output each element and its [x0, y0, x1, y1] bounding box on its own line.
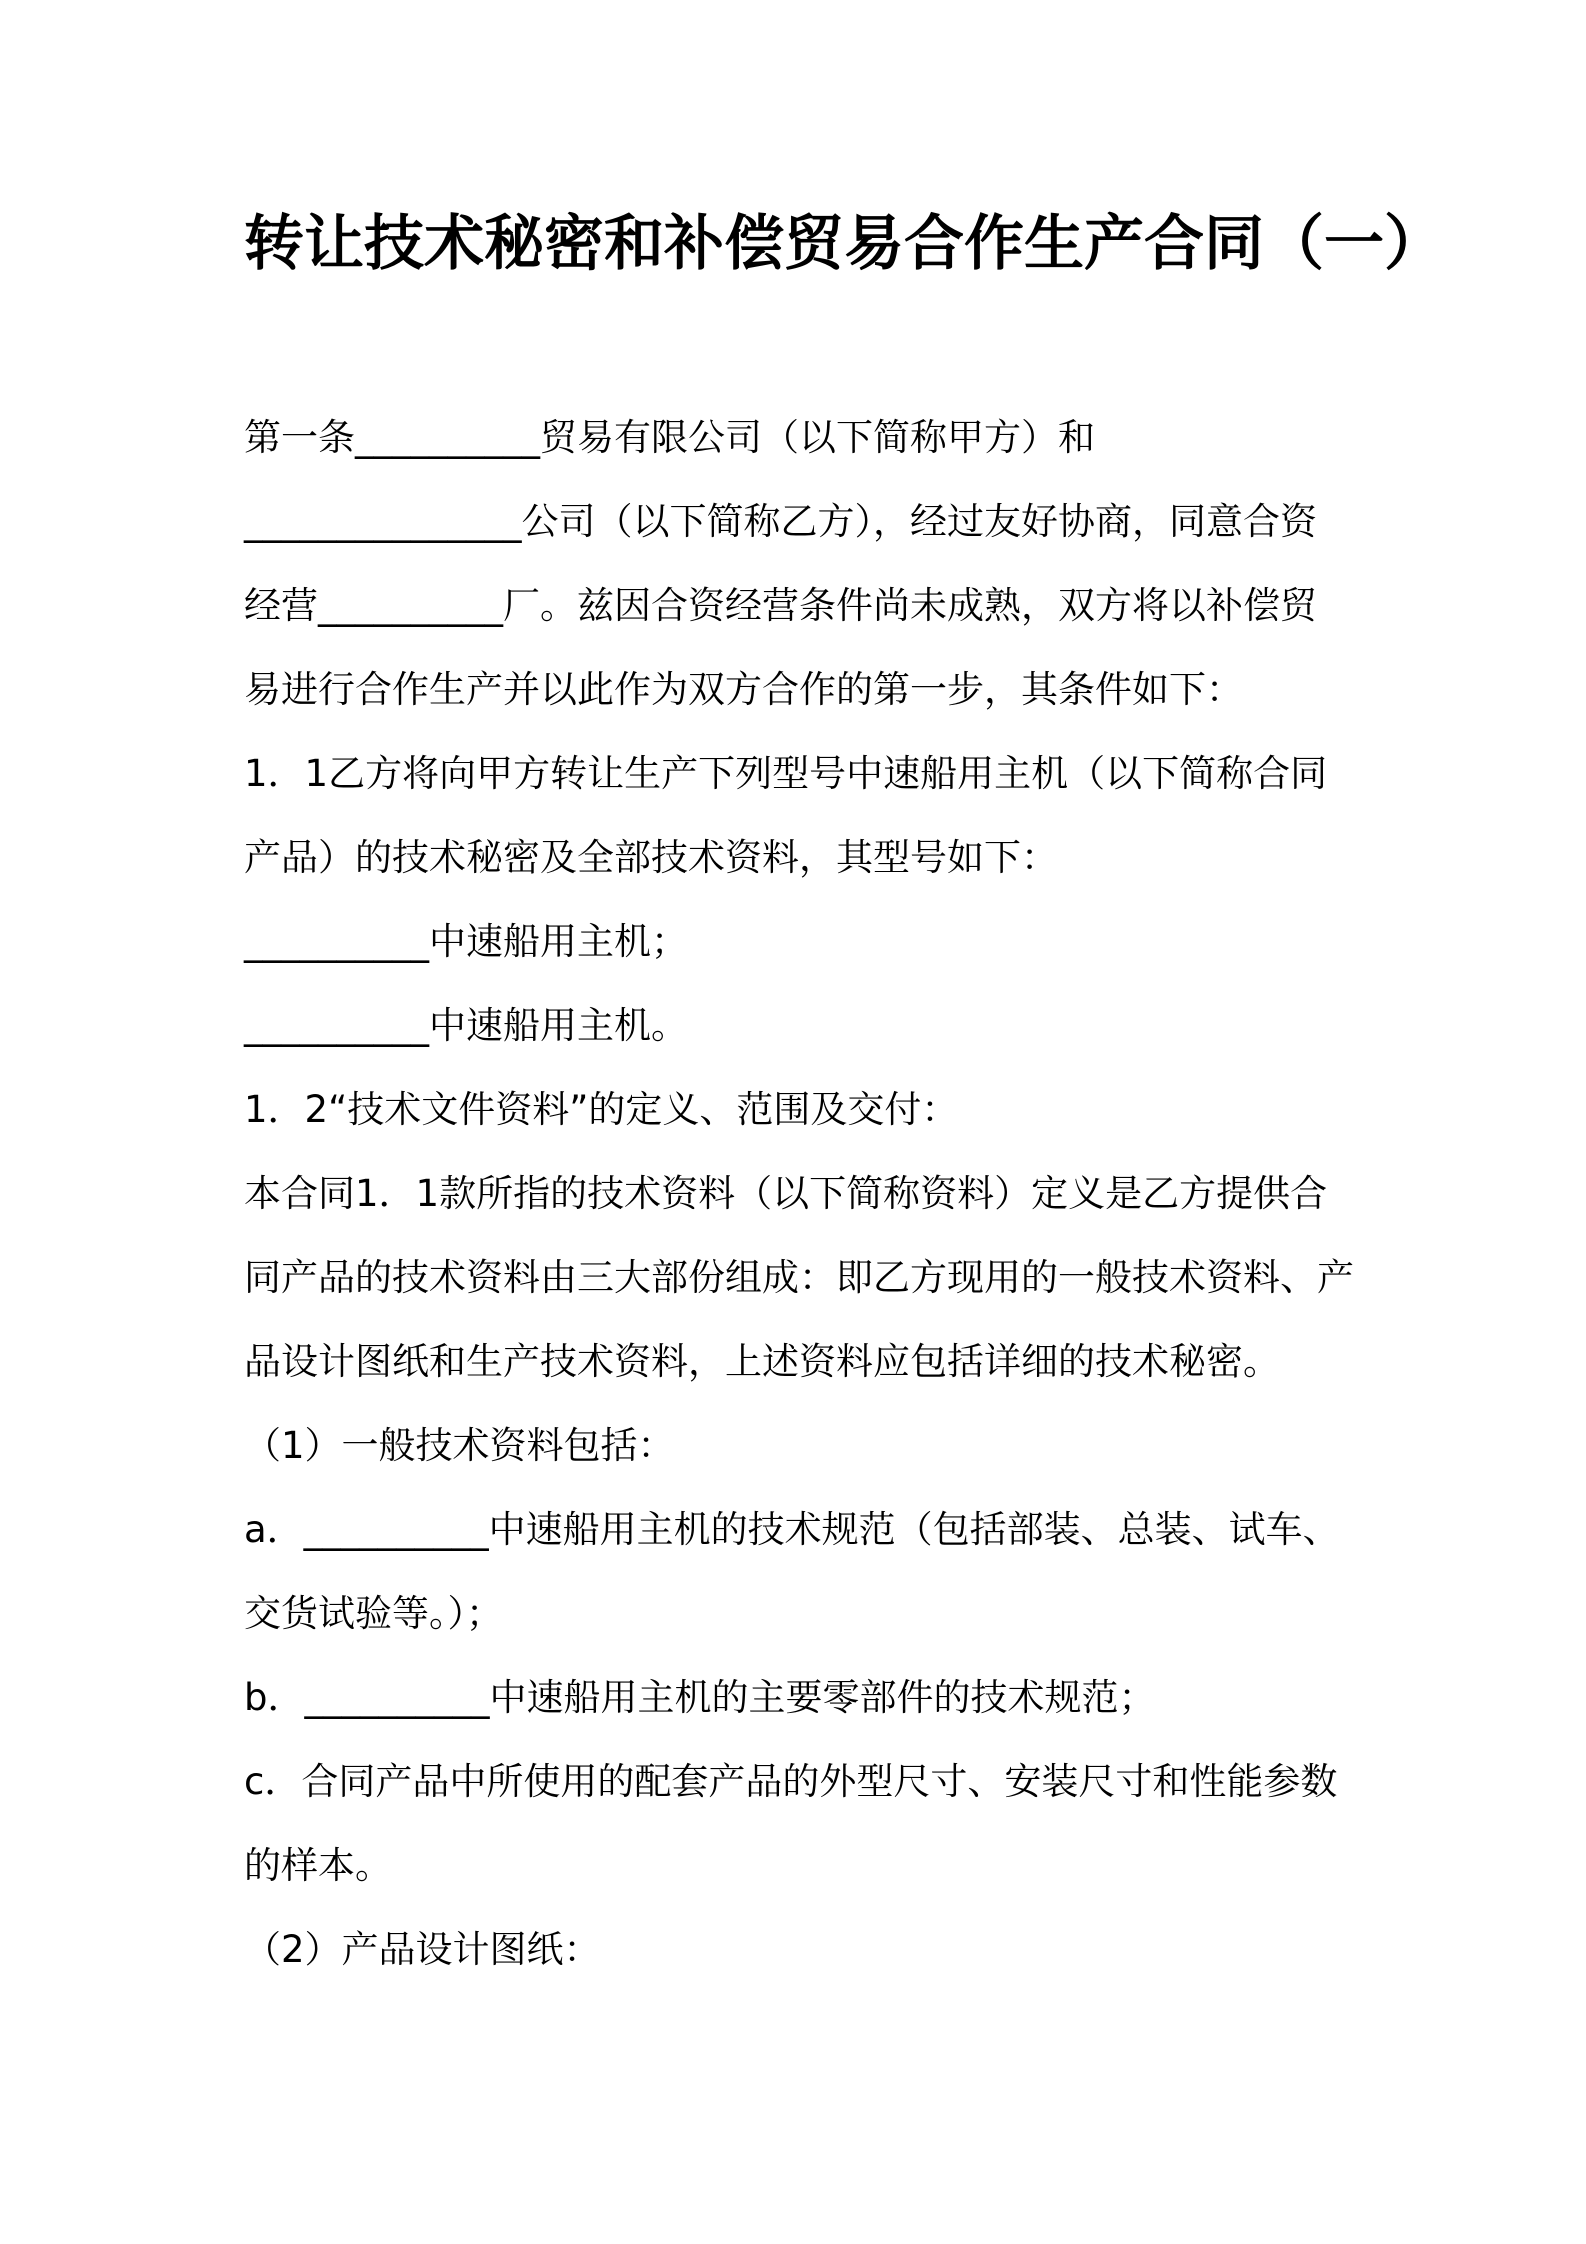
body-line-17: c．合同产品中所使用的配套产品的外型尺寸、安装尺寸和性能参数 [244, 1760, 1338, 1803]
document-title: 转让技术秘密和补偿贸易合作生产合同（一） [244, 209, 1444, 279]
body-line-14: a．__________中速船用主机的技术规范（包括部装、总装、试车、 [244, 1508, 1340, 1551]
body-line-16: b．__________中速船用主机的主要零部件的技术规范； [244, 1676, 1156, 1719]
body-line-11: 同产品的技术资料由三大部份组成：即乙方现用的一般技术资料、产 [244, 1256, 1354, 1299]
body-line-19: （2）产品设计图纸： [244, 1928, 601, 1971]
body-line-8: __________中速船用主机。 [244, 1004, 688, 1047]
body-line-13: （1）一般技术资料包括： [244, 1424, 675, 1467]
body-line-15: 交货试验等。）； [244, 1592, 503, 1635]
body-line-10: 本合同1．1款所指的技术资料（以下简称资料）定义是乙方提供合 [244, 1172, 1328, 1215]
body-line-18: 的样本。 [244, 1844, 392, 1887]
body-line-5: 1．1乙方将向甲方转让生产下列型号中速船用主机（以下简称合同 [244, 752, 1328, 795]
body-line-6: 产品）的技术秘密及全部技术资料，其型号如下： [244, 836, 1058, 879]
body-line-12: 品设计图纸和生产技术资料，上述资料应包括详细的技术秘密。 [244, 1340, 1280, 1383]
body-line-4: 易进行合作生产并以此作为双方合作的第一步，其条件如下： [244, 668, 1243, 711]
body-line-9: 1．2“技术文件资料”的定义、范围及交付： [244, 1088, 959, 1131]
body-line-2: _______________公司（以下简称乙方），经过友好协商，同意合资 [244, 500, 1317, 543]
body-line-3: 经营__________厂。兹因合资经营条件尚未成熟，双方将以补偿贸 [244, 584, 1317, 627]
body-line-7: __________中速船用主机； [244, 920, 688, 963]
body-line-1: 第一条__________贸易有限公司（以下简称甲方）和 [244, 416, 1095, 459]
